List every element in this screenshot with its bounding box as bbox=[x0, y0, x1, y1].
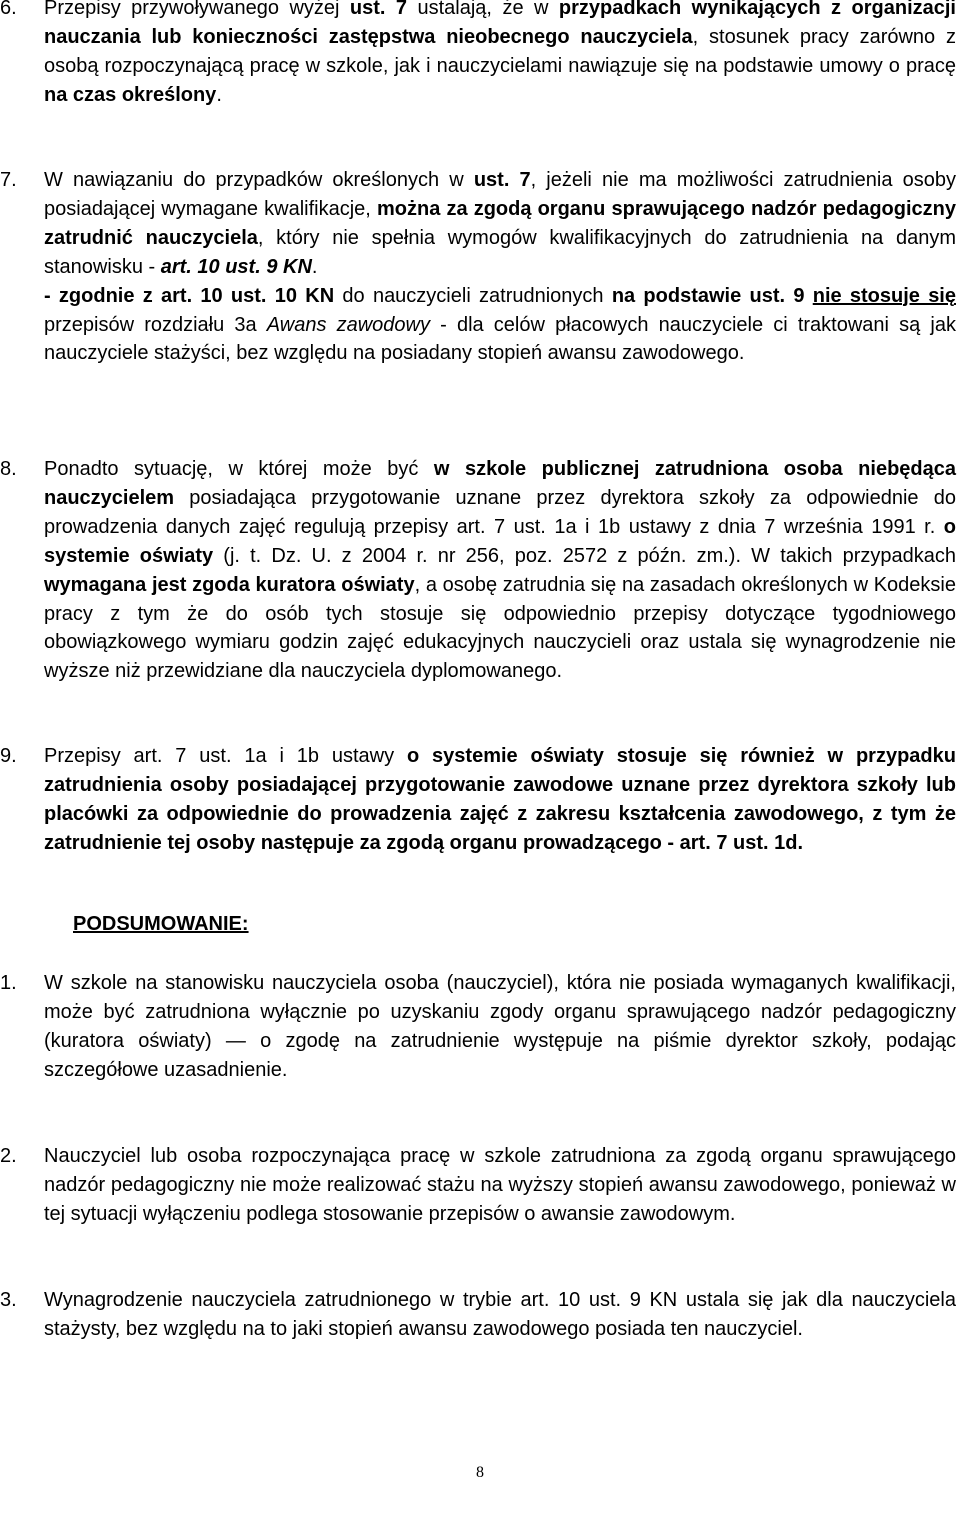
item-number: 9. bbox=[0, 745, 17, 767]
text-run bbox=[804, 285, 812, 307]
text-run: art. 10 ust. 9 KN bbox=[160, 255, 312, 278]
text-run: - zgodnie z art. 10 ust. 10 KN bbox=[44, 284, 335, 307]
item-number: 2. bbox=[0, 1145, 17, 1167]
text-run: na podstawie ust. 9 bbox=[611, 284, 805, 307]
item-text bbox=[44, 1286, 956, 1344]
list-item-9 bbox=[0, 742, 956, 858]
item-number: 8. bbox=[0, 458, 17, 480]
list-item-8 bbox=[0, 455, 956, 686]
text-run: na czas określony bbox=[44, 83, 217, 106]
text-run: , a osobę zatrudnia się na zasadach określonych w Kodeksie pracy z tym że do osób tych stosuje się odpowiednio przepisy dotyczące tygodniowego obowiązkowego wymiaru godzin zajęć edukacyjnych nauczycieli oraz ustala się wynagrodzenie nie wyższe niż przewidziane dla nauczyciela dyplomowanego. bbox=[44, 573, 956, 683]
text-run: . bbox=[311, 255, 318, 278]
text-run: Przepisy przywoływanego wyżej bbox=[44, 0, 350, 19]
text-run: nie stosuje się bbox=[812, 284, 956, 307]
item-text bbox=[44, 1142, 956, 1229]
list-item-6 bbox=[0, 0, 956, 110]
text-run: o systemie oświaty stosuje się również w przypadku zatrudnienia osoby posiadającej przygotowanie zawodowe uznane przez dyrektora szkoły lub placówki za odpowiednie do prowadzenia zajęć z zakresu kształcenia zawodowego, z tym że zatrudnienie tej osoby następuje za zgodą organu prowadzącego - art. 7 ust. 1d. bbox=[44, 745, 956, 854]
list-item-7 bbox=[0, 166, 956, 368]
summary-heading: PODSUMOWANIE: bbox=[73, 913, 249, 935]
item-paragraph bbox=[44, 282, 956, 369]
summary-item-3 bbox=[0, 1286, 956, 1344]
item-text bbox=[44, 969, 956, 1085]
text-run: (j. t. Dz. U. z 2004 r. nr 256, poz. 2572 z późn. zm.). W takich przypadkach bbox=[213, 544, 957, 567]
text-run: przepisów rozdziału 3a bbox=[44, 313, 267, 336]
page-number: 8 bbox=[476, 1464, 484, 1481]
text-run: , jeżeli nie ma możliwości zatrudnienia osoby posiadającej wymagane kwalifikacje, bbox=[44, 169, 956, 220]
text-run: w szkole publicznej zatrudniona osoba niebędąca nauczycielem bbox=[44, 458, 957, 509]
text-run: - dla celów płacowych nauczyciele ci traktowani są jak nauczyciele stażyści, bez względu na posiadany stopień awansu zawodowego. bbox=[44, 313, 956, 365]
text-run: przypadkach wynikających z organizacji nauczania lub konieczności zastępstwa nieobecnego nauczyciela bbox=[44, 0, 956, 48]
item-text bbox=[44, 455, 956, 686]
text-run: Wynagrodzenie nauczyciela zatrudnionego w trybie art. 10 ust. 9 KN ustala się jak dla nauczyciela stażysty, bez względu na to jaki stopień awansu zawodowego posiada ten nauczyciel. bbox=[44, 1289, 956, 1340]
text-run: , który nie spełnia wymogów kwalifikacyjnych do zatrudnienia na danym stanowisku - bbox=[44, 226, 956, 278]
text-run: ust. 7 bbox=[349, 0, 408, 19]
item-text bbox=[44, 166, 956, 368]
text-run: Przepisy art. 7 ust. 1a i 1b ustawy bbox=[44, 745, 407, 767]
text-run: do nauczycieli zatrudnionych bbox=[334, 284, 612, 307]
item-number: 6. bbox=[0, 0, 17, 19]
text-run: można za zgodą organu sprawującego nadzór pedagogiczny zatrudnić nauczyciela bbox=[44, 197, 957, 249]
item-text bbox=[44, 0, 956, 110]
item-number: 1. bbox=[0, 972, 17, 994]
text-run: ustalają, że w bbox=[407, 0, 559, 19]
item-number: 7. bbox=[0, 169, 17, 191]
text-run: W nawiązaniu do przypadków określonych w bbox=[44, 169, 474, 191]
item-number: 3. bbox=[0, 1289, 17, 1311]
summary-item-2 bbox=[0, 1142, 956, 1229]
summary-item-1 bbox=[0, 969, 956, 1085]
text-run: wymagana jest zgoda kuratora oświaty bbox=[44, 573, 415, 596]
text-run: ust. 7 bbox=[473, 169, 531, 191]
text-run: o systemie oświaty bbox=[44, 515, 956, 567]
text-run: Awans zawodowy bbox=[266, 313, 430, 336]
text-run: Nauczyciel lub osoba rozpoczynająca pracę w szkole zatrudniona za zgodą organu sprawującego nadzór pedagogiczny nie może realizować stażu na wyższy stopień awansu zawodowego, ponieważ w tej sytuacji wyłączeniu podlega stosowanie przepisów o awansie zawodowym. bbox=[44, 1145, 956, 1225]
item-paragraph bbox=[44, 166, 956, 282]
text-run: W szkole na stanowisku nauczyciela osoba (nauczyciel), która nie posiada wymaganych kwalifikacji, może być zatrudniona wyłącznie po uzyskaniu zgody organu sprawującego nadzór pedagogiczny (kuratora oświaty) — o zgodę na zatrudnienie występuje na piśmie dyrektor szkoły, podając szczegółowe uzasadnienie. bbox=[44, 972, 956, 1081]
text-run: , stosunek pracy zarówno z osobą rozpoczynającą pracę w szkole, jak i nauczycielami nawiązuje się na podstawie umowy o pracę bbox=[44, 25, 956, 77]
text-run: . bbox=[216, 83, 222, 106]
item-text bbox=[44, 742, 956, 858]
text-run: posiadająca przygotowanie uznane przez dyrektora szkoły za odpowiednie do prowadzenia danych zajęć regulują przepisy art. 7 ust. 1a i 1b ustawy z dnia 7 września 1991 r. bbox=[44, 486, 956, 538]
text-run: Ponadto sytuację, w której może być bbox=[44, 458, 434, 480]
